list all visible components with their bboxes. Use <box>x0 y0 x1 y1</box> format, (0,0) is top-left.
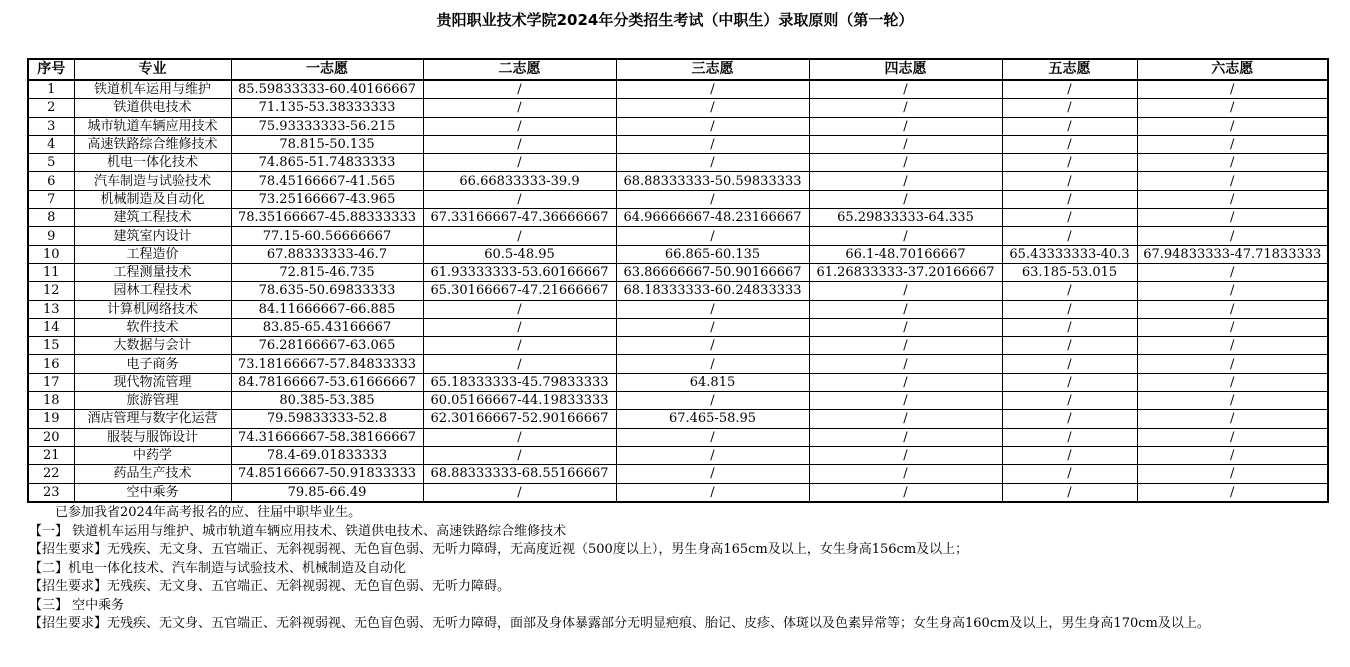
column-header: 一志愿 <box>231 59 423 80</box>
table-cell: 68.88333333-50.59833333 <box>616 172 809 190</box>
table-cell: / <box>1137 209 1328 227</box>
table-cell: / <box>1002 99 1137 117</box>
table-row <box>28 282 1328 300</box>
table-cell: 空中乘务 <box>74 483 231 502</box>
table-cell: / <box>1002 80 1137 99</box>
table-cell: 71.135-53.38333333 <box>231 99 423 117</box>
table-cell: / <box>809 154 1002 172</box>
note-line: 【招生要求】无残疾、无文身、五官端正、无斜视弱视、无色盲色弱、无听力障碍，无高度近视（500度以上），男生身高165cm及以上，女生身高156cm及以上； <box>29 542 969 557</box>
table-cell: 18 <box>28 392 74 410</box>
table-cell: / <box>423 117 616 135</box>
table-cell: / <box>1137 355 1328 373</box>
table-cell: 4 <box>28 135 74 153</box>
table-cell: 机械制造及自动化 <box>74 190 231 208</box>
table-cell: 高速铁路综合维修技术 <box>74 135 231 153</box>
table-row <box>28 392 1328 410</box>
table-cell: / <box>616 99 809 117</box>
table-cell: 电子商务 <box>74 355 231 373</box>
table-cell: 66.66833333-39.9 <box>423 172 616 190</box>
table-cell: / <box>1137 117 1328 135</box>
table-cell: / <box>809 282 1002 300</box>
table-cell: / <box>423 337 616 355</box>
table-cell: / <box>1137 392 1328 410</box>
table-cell: 药品生产技术 <box>74 465 231 483</box>
table-cell: / <box>423 446 616 464</box>
table-cell: / <box>809 227 1002 245</box>
table-cell: / <box>616 392 809 410</box>
note-line: 【一】 铁道机车运用与维护、城市轨道车辆应用技术、铁道供电技术、高速铁路综合维修技术 <box>29 523 567 539</box>
table-cell: / <box>1002 428 1137 446</box>
table-cell: 66.1-48.70166667 <box>809 245 1002 263</box>
table-cell: 1 <box>28 80 74 99</box>
table-cell: / <box>809 80 1002 99</box>
table-cell: / <box>809 446 1002 464</box>
table-row <box>28 263 1328 281</box>
table-cell: 服装与服饰设计 <box>74 428 231 446</box>
table-cell: 3 <box>28 117 74 135</box>
table-cell: / <box>809 392 1002 410</box>
table-cell: / <box>809 337 1002 355</box>
table-cell: / <box>1137 446 1328 464</box>
table-cell: 5 <box>28 154 74 172</box>
table-cell: 66.865-60.135 <box>616 245 809 263</box>
table-cell: 6 <box>28 172 74 190</box>
column-header: 三志愿 <box>616 59 809 80</box>
table-cell: / <box>423 355 616 373</box>
note-line: 已参加我省2024年高考报名的应、往届中职毕业生。 <box>29 505 362 520</box>
table-cell: 74.85166667-50.91833333 <box>231 465 423 483</box>
table-cell: / <box>1002 446 1137 464</box>
table-cell: 78.635-50.69833333 <box>231 282 423 300</box>
table-row <box>28 300 1328 318</box>
table-cell: / <box>1002 209 1137 227</box>
table-cell: 78.35166667-45.88333333 <box>231 209 423 227</box>
table-cell: / <box>1002 337 1137 355</box>
table-cell: / <box>423 428 616 446</box>
table-cell: 9 <box>28 227 74 245</box>
table-row <box>28 355 1328 373</box>
table-row <box>28 227 1328 245</box>
table-cell: / <box>423 318 616 336</box>
table-row <box>28 465 1328 483</box>
table-cell: / <box>1137 135 1328 153</box>
table-cell: 现代物流管理 <box>74 373 231 391</box>
table-cell: / <box>616 318 809 336</box>
table-cell: / <box>616 117 809 135</box>
table-cell: / <box>809 410 1002 428</box>
table-cell: 65.43333333-40.3 <box>1002 245 1137 263</box>
table-cell: 61.26833333-37.20166667 <box>809 263 1002 281</box>
table-cell: 60.5-48.95 <box>423 245 616 263</box>
table-cell: 73.18166667-57.84833333 <box>231 355 423 373</box>
table-cell: 85.59833333-60.40166667 <box>231 80 423 99</box>
table-cell: 64.815 <box>616 373 809 391</box>
table-cell: / <box>423 300 616 318</box>
table-cell: 酒店管理与数字化运营 <box>74 410 231 428</box>
table-cell: 2 <box>28 99 74 117</box>
table-cell: / <box>809 483 1002 502</box>
table-cell: 旅游管理 <box>74 392 231 410</box>
table-cell: / <box>616 428 809 446</box>
table-row <box>28 80 1328 99</box>
table-cell: 工程测量技术 <box>74 263 231 281</box>
table-row <box>28 190 1328 208</box>
table-cell: / <box>1137 318 1328 336</box>
table-cell: 建筑工程技术 <box>74 209 231 227</box>
table-cell: 65.18333333-45.79833333 <box>423 373 616 391</box>
table-cell: / <box>1137 282 1328 300</box>
table-cell: 61.93333333-53.60166667 <box>423 263 616 281</box>
table-cell: 大数据与会计 <box>74 337 231 355</box>
table-cell: 68.18333333-60.24833333 <box>616 282 809 300</box>
table-cell: 75.93333333-56.215 <box>231 117 423 135</box>
table-cell: / <box>423 135 616 153</box>
table-cell: / <box>1137 337 1328 355</box>
table-cell: 汽车制造与试验技术 <box>74 172 231 190</box>
table-cell: 80.385-53.385 <box>231 392 423 410</box>
table-cell: / <box>1137 99 1328 117</box>
table-cell: 22 <box>28 465 74 483</box>
table-header-row <box>28 59 1328 80</box>
table-cell: / <box>1002 300 1137 318</box>
table-cell: 8 <box>28 209 74 227</box>
table-cell: 7 <box>28 190 74 208</box>
table-cell: / <box>1002 135 1137 153</box>
table-row <box>28 135 1328 153</box>
table-cell: / <box>1137 227 1328 245</box>
table-cell: 铁道机车运用与维护 <box>74 80 231 99</box>
column-header: 五志愿 <box>1002 59 1137 80</box>
table-cell: / <box>1137 410 1328 428</box>
page-title: 贵阳职业技术学院2024年分类招生考试（中职生）录取原则（第一轮） <box>436 11 914 29</box>
table-cell: 73.25166667-43.965 <box>231 190 423 208</box>
table-cell: / <box>809 190 1002 208</box>
table-cell: / <box>423 227 616 245</box>
table-cell: / <box>1137 172 1328 190</box>
table-cell: / <box>423 483 616 502</box>
table-row <box>28 410 1328 428</box>
table-row <box>28 483 1328 502</box>
table-cell: 67.94833333-47.71833333 <box>1137 245 1328 263</box>
table-cell: 79.85-66.49 <box>231 483 423 502</box>
table-cell: / <box>1002 154 1137 172</box>
table-cell: 中药学 <box>74 446 231 464</box>
table-row <box>28 99 1328 117</box>
column-header: 专业 <box>74 59 231 80</box>
table-cell: / <box>616 190 809 208</box>
table-cell: 城市轨道车辆应用技术 <box>74 117 231 135</box>
table-row <box>28 245 1328 263</box>
table-cell: 11 <box>28 263 74 281</box>
table-cell: / <box>809 465 1002 483</box>
table-cell: / <box>1137 80 1328 99</box>
table-cell: / <box>1137 483 1328 502</box>
table-cell: 67.465-58.95 <box>616 410 809 428</box>
column-header: 六志愿 <box>1137 59 1328 80</box>
table-cell: 67.33166667-47.36666667 <box>423 209 616 227</box>
table-cell: 21 <box>28 446 74 464</box>
table-cell: 15 <box>28 337 74 355</box>
table-cell: 76.28166667-63.065 <box>231 337 423 355</box>
table-cell: / <box>616 465 809 483</box>
table-cell: / <box>809 99 1002 117</box>
table-row <box>28 172 1328 190</box>
table-cell: / <box>616 355 809 373</box>
table-cell: 68.88333333-68.55166667 <box>423 465 616 483</box>
table-cell: / <box>1002 117 1137 135</box>
table-row <box>28 209 1328 227</box>
note-line: 【招生要求】无残疾、无文身、五官端正、无斜视弱视、无色盲色弱、无听力障碍。 <box>29 579 511 594</box>
table-cell: 14 <box>28 318 74 336</box>
table-cell: / <box>809 172 1002 190</box>
table-cell: / <box>809 135 1002 153</box>
table-cell: 62.30166667-52.90166667 <box>423 410 616 428</box>
table-cell: / <box>423 99 616 117</box>
table-cell: / <box>1137 263 1328 281</box>
table-cell: / <box>1002 227 1137 245</box>
table-cell: / <box>616 227 809 245</box>
table-cell: / <box>616 154 809 172</box>
table-cell: 铁道供电技术 <box>74 99 231 117</box>
table-cell: 83.85-65.43166667 <box>231 318 423 336</box>
table-cell: 84.78166667-53.61666667 <box>231 373 423 391</box>
table-cell: / <box>1137 154 1328 172</box>
table-cell: / <box>423 190 616 208</box>
table-cell: / <box>1137 190 1328 208</box>
table-cell: / <box>1137 465 1328 483</box>
table-cell: 20 <box>28 428 74 446</box>
table-cell: 60.05166667-44.19833333 <box>423 392 616 410</box>
table-cell: / <box>616 483 809 502</box>
table-cell: / <box>1002 282 1137 300</box>
table-cell: 67.88333333-46.7 <box>231 245 423 263</box>
table-cell: 72.815-46.735 <box>231 263 423 281</box>
table-cell: / <box>616 135 809 153</box>
table-cell: 78.4-69.01833333 <box>231 446 423 464</box>
table-cell: / <box>809 428 1002 446</box>
table-cell: / <box>1002 172 1137 190</box>
table-cell: 17 <box>28 373 74 391</box>
table-cell: 74.865-51.74833333 <box>231 154 423 172</box>
table-cell: / <box>423 80 616 99</box>
table-cell: / <box>423 154 616 172</box>
table-cell: 63.185-53.015 <box>1002 263 1137 281</box>
table-cell: 65.29833333-64.335 <box>809 209 1002 227</box>
table-cell: / <box>809 355 1002 373</box>
table-cell: 12 <box>28 282 74 300</box>
table-cell: 机电一体化技术 <box>74 154 231 172</box>
table-cell: 78.45166667-41.565 <box>231 172 423 190</box>
table-cell: 计算机网络技术 <box>74 300 231 318</box>
table-cell: 65.30166667-47.21666667 <box>423 282 616 300</box>
note-line: 【三】 空中乘务 <box>29 597 125 613</box>
table-cell: 78.815-50.135 <box>231 135 423 153</box>
table-cell: / <box>616 300 809 318</box>
table-cell: 16 <box>28 355 74 373</box>
table-row <box>28 446 1328 464</box>
table-cell: / <box>1002 190 1137 208</box>
table-cell: 建筑室内设计 <box>74 227 231 245</box>
table-cell: / <box>809 373 1002 391</box>
table-cell: / <box>809 318 1002 336</box>
table-cell: / <box>1002 318 1137 336</box>
table-row <box>28 428 1328 446</box>
table-row <box>28 337 1328 355</box>
table-cell: / <box>809 117 1002 135</box>
table-cell: 13 <box>28 300 74 318</box>
table-body <box>28 80 1328 502</box>
table-cell: / <box>1002 410 1137 428</box>
table-row <box>28 154 1328 172</box>
column-header: 四志愿 <box>809 59 1002 80</box>
table-cell: / <box>809 300 1002 318</box>
note-line: 【二】机电一体化技术、汽车制造与试验技术、机械制造及自动化 <box>29 560 407 576</box>
table-cell: 77.15-60.56666667 <box>231 227 423 245</box>
column-header: 二志愿 <box>423 59 616 80</box>
table-cell: / <box>1002 483 1137 502</box>
table-cell: 84.11666667-66.885 <box>231 300 423 318</box>
table-cell: / <box>1002 465 1137 483</box>
table-cell: / <box>616 337 809 355</box>
table-cell: 19 <box>28 410 74 428</box>
table-cell: 园林工程技术 <box>74 282 231 300</box>
admission-notes <box>29 504 1329 634</box>
table-cell: / <box>1137 428 1328 446</box>
table-row <box>28 318 1328 336</box>
table-cell: / <box>616 80 809 99</box>
table-row <box>28 373 1328 391</box>
table-cell: / <box>616 446 809 464</box>
table-cell: / <box>1137 373 1328 391</box>
table-cell: / <box>1002 373 1137 391</box>
table-cell: 74.31666667-58.38166667 <box>231 428 423 446</box>
table-cell: 软件技术 <box>74 318 231 336</box>
admission-table <box>27 58 1329 503</box>
table-cell: / <box>1002 355 1137 373</box>
table-cell: / <box>1137 300 1328 318</box>
table-cell: 64.96666667-48.23166667 <box>616 209 809 227</box>
table-cell: 10 <box>28 245 74 263</box>
table-cell: 23 <box>28 483 74 502</box>
table-cell: / <box>1002 392 1137 410</box>
note-line: 【招生要求】无残疾、无文身、五官端正、无斜视弱视、无色盲色弱、无听力障碍，面部及身体暴露部分无明显疤痕、胎记、皮疹、体斑以及色素异常等；女生身高160cm及以上，男生身高170cm及以上。 <box>29 616 1210 631</box>
column-header: 序号 <box>28 59 74 80</box>
table-cell: 63.86666667-50.90166667 <box>616 263 809 281</box>
table-cell: 79.59833333-52.8 <box>231 410 423 428</box>
table-cell: 工程造价 <box>74 245 231 263</box>
table-row <box>28 117 1328 135</box>
